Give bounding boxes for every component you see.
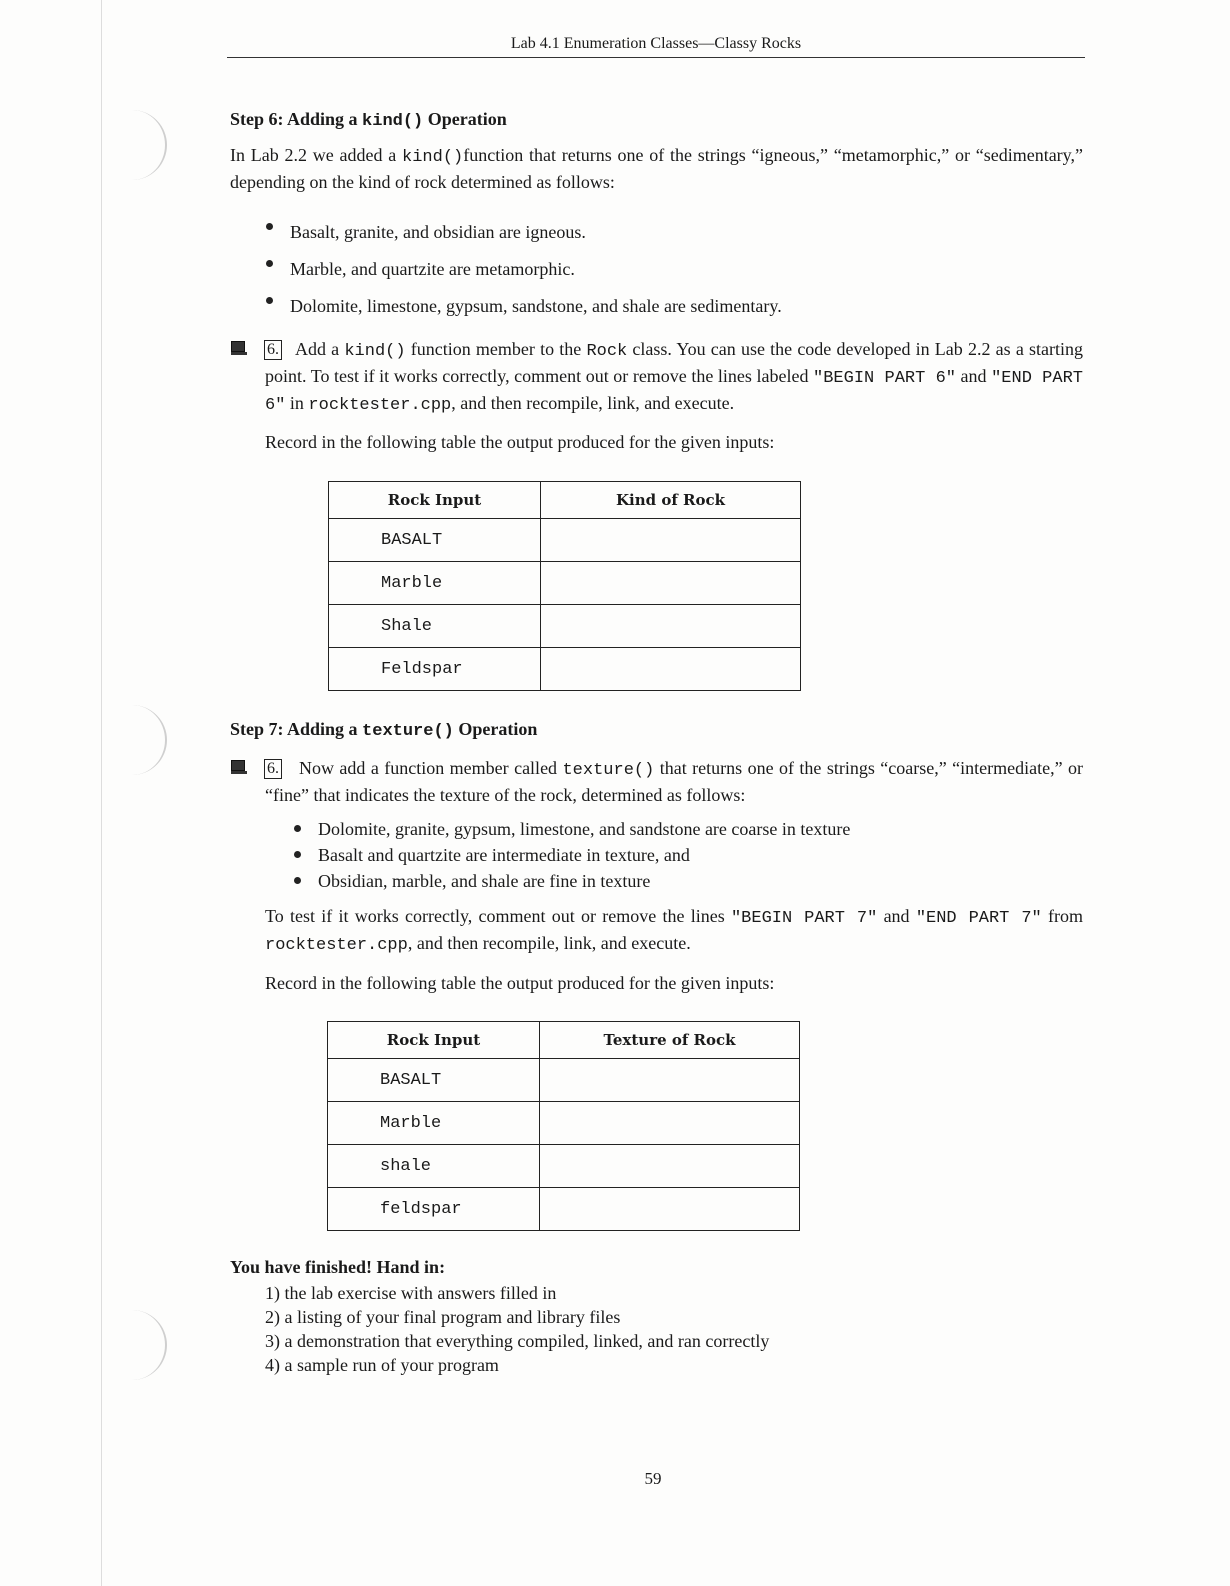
column-header: Texture of Rock xyxy=(540,1022,800,1059)
answer-cell[interactable] xyxy=(540,1188,800,1231)
list-item: Dolomite, granite, gypsum, limestone, and sandstone are coarse in texture xyxy=(292,816,850,842)
answer-cell[interactable] xyxy=(541,562,801,605)
step7-test-instruction: To test if it works correctly, comment out or remove the lines "BEGIN PART 7" and "END PART 7" from rocktester.cpp, and then recompile, link, and execute. xyxy=(265,906,1083,955)
list-item: Marble, and quartzite are metamorphic. xyxy=(264,251,782,288)
step-number-box: 6. xyxy=(264,759,282,779)
kind-of-rock-table xyxy=(328,481,801,691)
step7-heading: Step 7: Adding a texture() Operation xyxy=(230,719,538,741)
answer-cell[interactable] xyxy=(540,1102,800,1145)
column-header: Kind of Rock xyxy=(541,482,801,519)
texture-of-rock-table xyxy=(327,1021,800,1231)
running-header: Lab 4.1 Enumeration Classes—Classy Rocks xyxy=(510,35,802,52)
list-item: 2) a listing of your final program and library files xyxy=(265,1307,621,1327)
binding-margin-line xyxy=(101,0,102,1586)
table-row: Marble xyxy=(329,562,801,605)
list-item: Basalt, granite, and obsidian are igneous. xyxy=(264,214,782,251)
hand-in-list xyxy=(265,1281,769,1377)
finish-heading: You have finished! Hand in: xyxy=(230,1257,446,1277)
step-number-box: 6. xyxy=(264,340,282,360)
list-item: 1) the lab exercise with answers filled in xyxy=(265,1283,557,1303)
step6-intro: In Lab 2.2 we added a kind()function that returns one of the strings “igneous,” “metamorphic,” or “sedimentary,” depending on the kind of rock determined as follows: xyxy=(230,145,1083,192)
table-row: shale xyxy=(328,1145,800,1188)
list-item: 4) a sample run of your program xyxy=(265,1355,499,1375)
table-row: Feldspar xyxy=(329,648,801,691)
list-item: Basalt and quartzite are intermediate in texture, and xyxy=(292,842,850,868)
answer-cell[interactable] xyxy=(541,648,801,691)
answer-cell[interactable] xyxy=(541,605,801,648)
list-item: Dolomite, limestone, gypsum, sandstone, and shale are sedimentary. xyxy=(264,288,782,325)
list-item: 3) a demonstration that everything compiled, linked, and ran correctly xyxy=(265,1331,770,1351)
column-header: Rock Input xyxy=(328,1022,540,1059)
table-row: BASALT xyxy=(328,1059,800,1102)
texture-list xyxy=(292,816,850,894)
step6-record-instruction: Record in the following table the output produced for the given inputs: xyxy=(265,432,775,452)
table-row: BASALT xyxy=(329,519,801,562)
answer-cell[interactable] xyxy=(541,519,801,562)
step7-task: Now add a function member called texture() that returns one of the strings “coarse,” “intermediate,” or “fine” that indicates the texture of the rock, determined as follows: xyxy=(265,758,1084,805)
step7-record-instruction: Record in the following table the output produced for the given inputs: xyxy=(265,973,775,993)
step6-heading: Step 6: Adding a kind() Operation xyxy=(230,109,507,131)
column-header: Rock Input xyxy=(329,482,541,519)
table-row: Shale xyxy=(329,605,801,648)
answer-cell[interactable] xyxy=(540,1145,800,1188)
table-row: Marble xyxy=(328,1102,800,1145)
header-rule xyxy=(227,57,1085,58)
table-row: feldspar xyxy=(328,1188,800,1231)
step6-task: Add a kind() function member to the Rock class. You can use the code developed in Lab 2.2 as a starting point. To test if it works correctly, comment out or remove the lines labeled "BEGIN PART 6" and "END PART 6" in rocktester.cpp, and then recompile, link, and execute. xyxy=(265,339,1083,415)
computer-icon xyxy=(231,760,247,774)
punch-hole xyxy=(125,110,167,180)
computer-icon xyxy=(231,341,247,355)
page-number: 59 xyxy=(644,1469,662,1488)
punch-hole xyxy=(125,705,167,775)
punch-hole xyxy=(125,1310,167,1380)
list-item: Obsidian, marble, and shale are fine in texture xyxy=(292,868,850,894)
answer-cell[interactable] xyxy=(540,1059,800,1102)
rock-kind-list xyxy=(264,214,782,325)
